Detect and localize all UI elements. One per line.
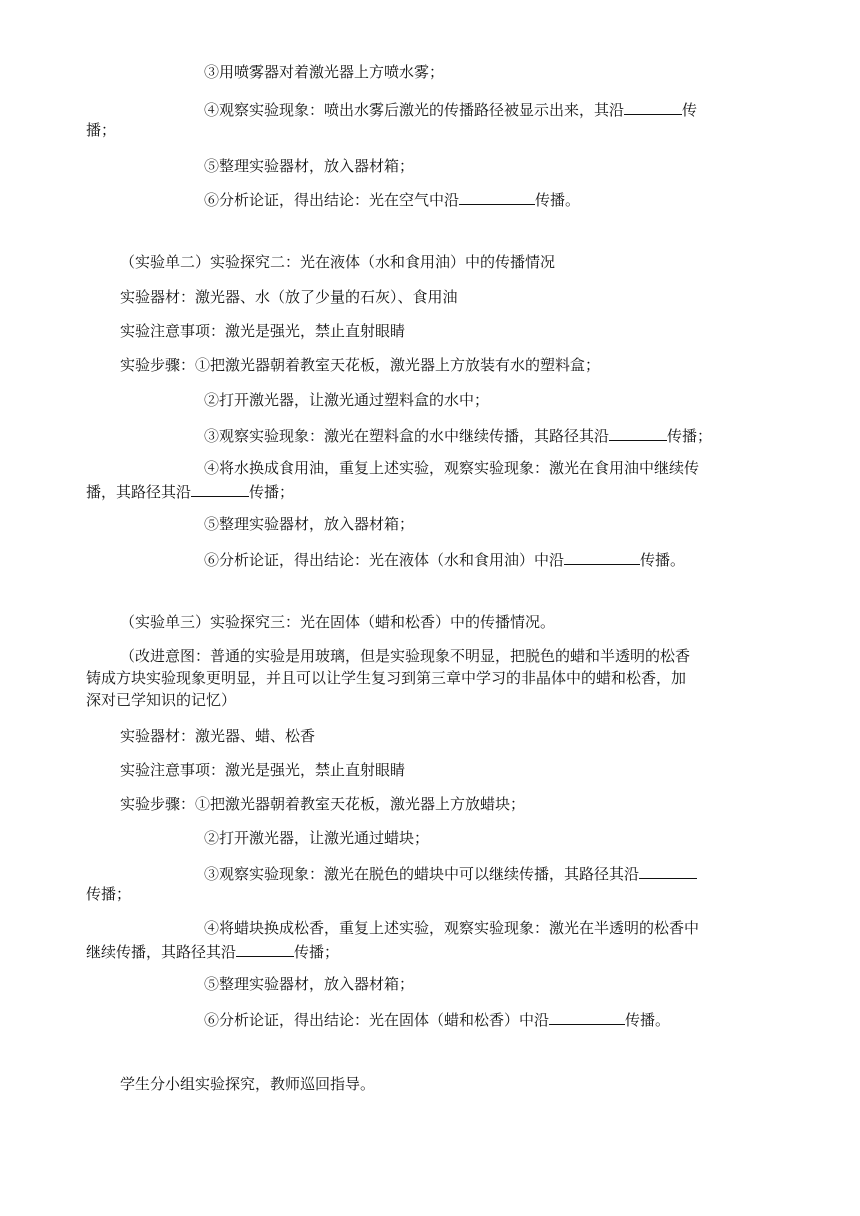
answer-blank <box>549 1008 625 1025</box>
answer-blank <box>609 424 667 441</box>
s3-step4-text: 继续传播，其路径其沿 <box>86 943 237 961</box>
s2-step2: ②打开激光器，让激光通过塑料盒的水中； <box>204 391 490 409</box>
s3-step4-line1: ④将蜡块换成松香，重复上述实验，观察实验现象：激光在半透明的松香中 <box>204 919 700 937</box>
s1-step4-line2: 播； <box>86 121 117 139</box>
s2-step6 <box>204 548 685 570</box>
s2-materials: 实验器材：激光器、水（放了少量的石灰）、食用油 <box>120 288 458 306</box>
s3-notes: 实验注意事项：激光是强光，禁止直射眼睛 <box>120 761 406 779</box>
s2-step3 <box>204 424 712 446</box>
s1-step3: ③用喷雾器对着激光器上方喷水雾； <box>204 63 445 81</box>
closing-line: 学生分小组实验探究，教师巡回指导。 <box>120 1075 376 1093</box>
s2-step4-line1: ④将水换成食用油，重复上述实验，观察实验现象：激光在食用油中继续传 <box>204 459 700 477</box>
s3-intent-line2: 铸成方块实验现象更明显，并且可以让学生复习到第三章中学习的非晶体中的蜡和松香，加 <box>86 669 687 687</box>
s3-step6-text-end: 传播。 <box>625 1011 671 1029</box>
s2-title: （实验单二）实验探究二：光在液体（水和食用油）中的传播情况 <box>120 253 556 271</box>
s3-step5: ⑤整理实验器材，放入器材箱； <box>204 975 415 993</box>
s2-step3-text: ③观察实验现象：激光在塑料盒的水中继续传播，其路径其沿 <box>204 427 610 445</box>
s2-step5: ⑤整理实验器材，放入器材箱； <box>204 515 415 533</box>
s1-step6-text: ⑥分析论证，得出结论：光在空气中沿 <box>204 191 460 209</box>
s1-step5: ⑤整理实验器材，放入器材箱； <box>204 157 415 175</box>
s3-step3-text: ③观察实验现象：激光在脱色的蜡块中可以继续传播，其路径其沿 <box>204 865 640 883</box>
answer-blank <box>624 98 682 115</box>
s3-step1: 实验步骤：①把激光器朝着教室天花板，激光器上方放蜡块； <box>120 795 526 813</box>
s3-intent-line1: （改进意图：普通的实验是用玻璃，但是实验现象不明显，把脱色的蜡和半透明的松香 <box>120 647 691 665</box>
s3-step4-line2 <box>86 940 339 962</box>
s3-step6 <box>204 1008 670 1030</box>
s3-step6-text: ⑥分析论证，得出结论：光在固体（蜡和松香）中沿 <box>204 1011 550 1029</box>
answer-blank <box>191 480 249 497</box>
s1-step6-text-end: 传播。 <box>535 191 581 209</box>
s1-step6 <box>204 188 580 210</box>
s3-intent-line3: 深对已学知识的记忆） <box>86 691 237 709</box>
s3-step2: ②打开激光器，让激光通过蜡块； <box>204 829 430 847</box>
answer-blank <box>236 940 294 957</box>
s2-step3-text-end: 传播； <box>667 427 713 445</box>
s3-step3-line2: 传播； <box>86 885 132 903</box>
s1-step4-text: ④观察实验现象：喷出水雾后激光的传播路径被显示出来，其沿 <box>204 101 625 119</box>
s2-step1: 实验步骤：①把激光器朝着教室天花板，激光器上方放装有水的塑料盒； <box>120 356 601 374</box>
answer-blank <box>639 862 697 879</box>
s1-step4-line1 <box>204 98 697 120</box>
s2-step6-text: ⑥分析论证，得出结论：光在液体（水和食用油）中沿 <box>204 551 565 569</box>
s3-step3-line1 <box>204 862 697 884</box>
s3-materials: 实验器材：激光器、蜡、松香 <box>120 727 316 745</box>
s3-step4-text-end: 传播； <box>294 943 340 961</box>
s2-step4-text: 播，其路径其沿 <box>86 483 192 501</box>
s2-notes: 实验注意事项：激光是强光，禁止直射眼睛 <box>120 322 406 340</box>
answer-blank <box>564 548 640 565</box>
s2-step6-text-end: 传播。 <box>640 551 686 569</box>
s2-step4-line2 <box>86 480 294 502</box>
s2-step4-text-end: 传播； <box>249 483 295 501</box>
s1-step4-text-end: 传 <box>682 101 698 119</box>
answer-blank <box>459 188 535 205</box>
s3-title: （实验单三）实验探究三：光在固体（蜡和松香）中的传播情况。 <box>120 613 556 631</box>
